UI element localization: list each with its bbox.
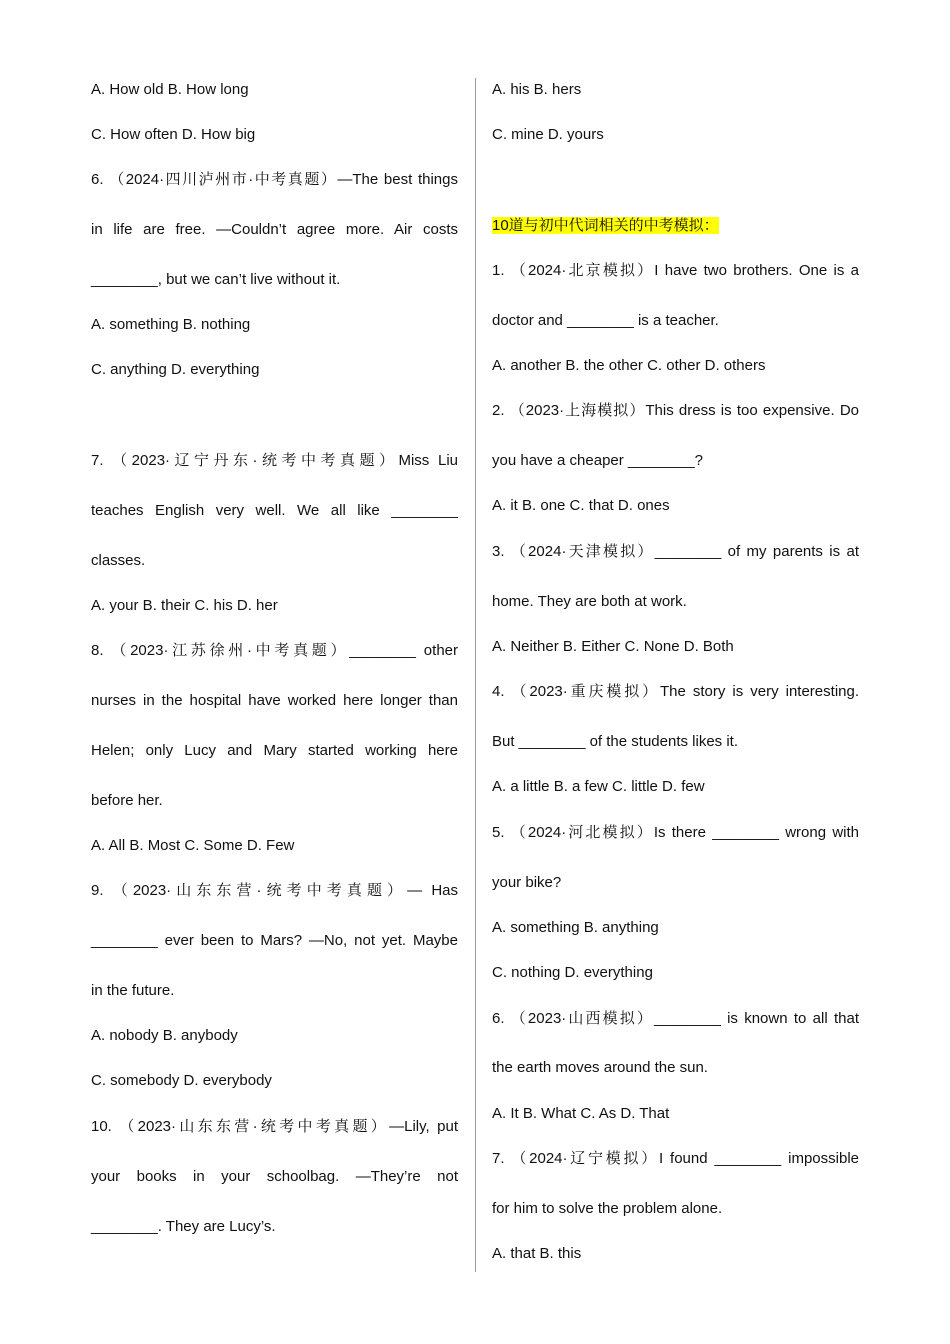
m4-options: A. a little B. a few C. little D. few — [492, 778, 705, 795]
q7-stem-line-2: teaches English very well. We all like ________ — [91, 502, 458, 519]
q8-stem-line-4: before her. — [91, 792, 163, 809]
m1-stem-line-2: doctor and ________ is a teacher. — [492, 312, 719, 329]
q6-stem-line-2: in life are free. —Couldn’t agree more. Air costs — [91, 221, 458, 238]
q8-stem-line-1: 8. （2023·江苏徐州·中考真题）________ other — [91, 642, 458, 659]
m5-stem-line-2: your bike? — [492, 874, 562, 891]
m2-options: A. it B. one C. that D. ones — [492, 497, 670, 514]
m5-stem-line-1: 5. （2024·河北模拟）Is there ________ wrong with — [492, 824, 859, 841]
section-heading — [492, 216, 859, 236]
m3-stem-line-1: 3. （2024·天津模拟）________ of my parents is at — [492, 543, 859, 560]
q10-stem-line-3: ________. They are Lucy’s. — [91, 1218, 276, 1235]
q6-stem-line-3: ________, but we can’t live without it. — [91, 271, 341, 288]
q10-options-ab: A. his B. hers — [492, 81, 582, 98]
m4-stem-line-1: 4. （2023·重庆模拟）The story is very interesting. — [492, 683, 859, 700]
q5-options-ab: A. How old B. How long — [91, 81, 249, 98]
m7-options: A. that B. this — [492, 1245, 582, 1262]
m2-stem-line-1: 2. （2023·上海模拟）This dress is too expensive. Do — [492, 402, 859, 419]
m1-options: A. another B. the other C. other D. others — [492, 357, 766, 374]
q9-stem-line-3: in the future. — [91, 982, 175, 999]
q9-stem-line-2: ________ ever been to Mars? —No, not yet. Maybe — [91, 932, 458, 949]
q6-options-ab: A. something B. nothing — [91, 316, 251, 333]
q6-options-cd: C. anything D. everything — [91, 361, 260, 378]
q10-options-cd: C. mine D. yours — [492, 126, 604, 143]
m6-options: A. It B. What C. As D. That — [492, 1105, 670, 1122]
q10-stem-line-1: 10. （2023·山东东营·统考中考真题）—Lily, put — [91, 1118, 458, 1135]
m6-stem-line-1: 6. （2023·山西模拟）________ is known to all that — [492, 1010, 859, 1027]
q10-stem-line-2: your books in your schoolbag. —They’re not — [91, 1168, 458, 1185]
section-heading-highlight: 10道与初中代词相关的中考模拟： — [492, 217, 719, 234]
m2-stem-line-2: you have a cheaper ________? — [492, 452, 704, 469]
m7-stem-line-2: for him to solve the problem alone. — [492, 1200, 723, 1217]
m3-stem-line-2: home. They are both at work. — [492, 593, 687, 610]
q7-options: A. your B. their C. his D. her — [91, 597, 278, 614]
m7-stem-line-1: 7. （2024·辽宁模拟）I found ________ impossible — [492, 1150, 859, 1167]
q9-stem-line-1: 9. （2023·山东东营·统考中考真题）— Has — [91, 882, 458, 899]
q8-stem-line-3: Helen; only Lucy and Mary started working here — [91, 742, 458, 759]
q6-stem-line-1: 6. （2024·四川泸州市·中考真题）—The best things — [91, 171, 458, 188]
m1-stem-line-1: 1. （2024·北京模拟）I have two brothers. One is a — [492, 262, 859, 279]
q8-options: A. All B. Most C. Some D. Few — [91, 837, 295, 854]
m4-stem-line-2: But ________ of the students likes it. — [492, 733, 738, 750]
column-divider — [475, 78, 476, 1272]
q9-options-ab: A. nobody B. anybody — [91, 1027, 238, 1044]
m5-options-ab: A. something B. anything — [492, 919, 659, 936]
q7-stem-line-3: classes. — [91, 552, 146, 569]
q8-stem-line-2: nurses in the hospital have worked here longer than — [91, 692, 458, 709]
m6-stem-line-2: the earth moves around the sun. — [492, 1059, 708, 1076]
q5-options-cd: C. How often D. How big — [91, 126, 256, 143]
q7-stem-line-1: 7. （2023·辽宁丹东·统考中考真题）Miss Liu — [91, 452, 458, 469]
q9-options-cd: C. somebody D. everybody — [91, 1072, 272, 1089]
m3-options: A. Neither B. Either C. None D. Both — [492, 638, 734, 655]
m5-options-cd: C. nothing D. everything — [492, 964, 653, 981]
